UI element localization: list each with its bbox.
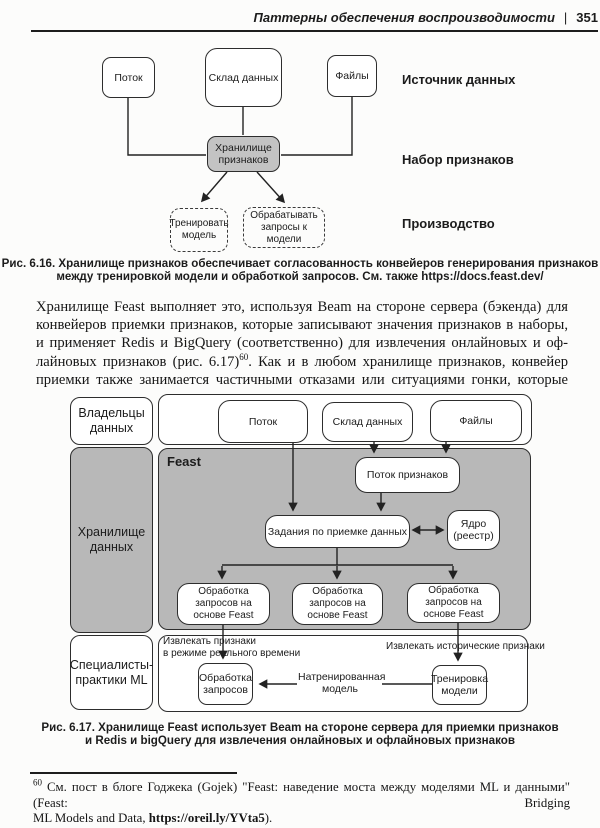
caption-line: Рис. 6.17. Хранилище Feast использует Beam на стороне сервера для приемки признаков [41,721,559,734]
edge-ingestion-branch [222,548,453,578]
figure-6-16-caption [0,257,600,283]
stream-node-label: Поток [248,415,278,428]
footnote-rule [30,772,237,774]
edge-store-to-train [202,172,227,201]
footnote-url: https://oreil.ly/YVta5 [148,811,265,826]
core-registry-node [447,510,500,550]
historical-retrieval-label: Извлекать исторические признаки [386,641,545,652]
footnote-text: См. пост в блоге Годжека (Gojek) "Feast: наведение моста между моделями ML и данными" (Feast: Bridging [33,780,570,810]
caption-line: Рис. 6.16. Хранилище признаков обеспечивает согласованность конвейеров генерирования признаков [1,257,599,270]
stream-node-label: Поток [114,71,143,84]
figure-6-17 [0,390,600,720]
feast-serving-node-label: Обработка запросов на основе Feast [193,586,254,621]
running-header-title: Паттерны обеспечения воспроизводимости [253,10,555,25]
figure-6-16 [0,40,600,258]
footnote [33,777,570,827]
realtime-retrieval-label-line: Извлекать признаки [163,636,256,647]
train-model-node-label: Тренировать модель [169,218,229,241]
footnote-text: ). [264,811,273,826]
caption-line: и Redis и bigQuery для извлечения онлайновых и офлайновых признаков [85,734,515,748]
footnote-line [33,811,570,827]
model-training-node-label: Тренировка модели [430,673,489,697]
files-node [327,55,377,97]
warehouse-node-label: Склад данных [332,416,403,428]
serving-node-label: Обработка запросов [199,672,252,696]
warehouse-node [205,48,282,107]
edge-stream-to-store [128,98,206,155]
serve-model-node-label: Обрабатывать запросы к модели [250,209,318,245]
body-line: конвейеров приемки признаков, которые записывают значения признаков в наборы, [36,317,568,334]
running-header [0,10,598,25]
ingestion-jobs-node-label: Задания по приемке данных [267,525,408,538]
header-rule [31,30,598,32]
trained-model-label: Натренированная модель [298,671,386,695]
warehouse-node-label: Склад данных [208,71,279,84]
files-node-label: Файлы [459,415,493,427]
footnote-reference: 60 [239,351,249,362]
lane-data-store-label: Хранилище данных [77,525,146,554]
realtime-retrieval-label-line: в режиме реального времени [163,647,301,659]
ingestion-jobs-node [265,515,410,548]
stage-label-feature-set: Набор признаков [402,152,514,167]
feature-store-node [207,136,280,172]
train-model-node [170,208,228,252]
body-line [36,353,568,371]
files-node-label: Файлы [335,70,369,82]
stage-label-data-source: Источник данных [402,72,516,87]
feast-serving-node-2 [292,583,383,625]
header-divider: | [563,10,568,25]
core-registry-node-label: Ядро (реестр) [453,518,494,542]
warehouse-node [322,402,413,442]
feast-serving-node-3 [407,583,500,623]
body-line: и применяет Redis и BigQuery (соответственно) для извлечения онлайновых и оф- [36,335,568,352]
stage-label-production: Производство [402,216,495,231]
footnote-line [33,777,570,811]
feature-stream-node-label: Поток признаков [366,469,449,481]
feature-stream-node [355,457,460,493]
body-paragraph [36,298,568,389]
lane-data-owners-label: Владельцы данных [78,406,145,435]
feast-serving-node-label: Обработка запросов на основе Feast [423,585,484,620]
serve-model-node [243,207,325,248]
footnote-marker: 60 [33,777,42,788]
stream-node [102,57,155,98]
feast-zone-label: Feast [167,454,201,469]
page-number: 351 [576,10,598,25]
body-line: Хранилище Feast выполняет это, используя Beam на стороне сервера (бэкенда) для [36,299,568,315]
files-node [430,400,522,442]
model-training-node [432,665,487,705]
body-line: приемки также занимается частичными отказами или ситуациями гонки, которые [36,371,568,388]
serving-node [198,663,253,705]
feast-serving-node-label: Обработка запросов на основе Feast [307,586,368,621]
footnote-text: ML Models and Data, [33,811,149,826]
body-line-text: лайновых признаков (рис. 6.17) [36,353,240,370]
realtime-retrieval-label [163,636,300,659]
caption-line: между тренировкой модели и обработкой запросов. См. также https://docs.feast.dev/ [56,270,544,284]
figure-6-17-caption [0,721,600,747]
feature-store-node-label: Хранилище признаков [215,142,272,166]
feast-serving-node-1 [177,583,270,625]
edge-files-to-store [281,97,352,155]
edge-store-to-serve [257,172,284,202]
stream-node [218,400,308,443]
lane-ml-practitioners-label: Специалисты-практики ML [69,657,154,687]
body-line-text: . Как и в любом хранилище признаков, конвейер [248,353,568,370]
